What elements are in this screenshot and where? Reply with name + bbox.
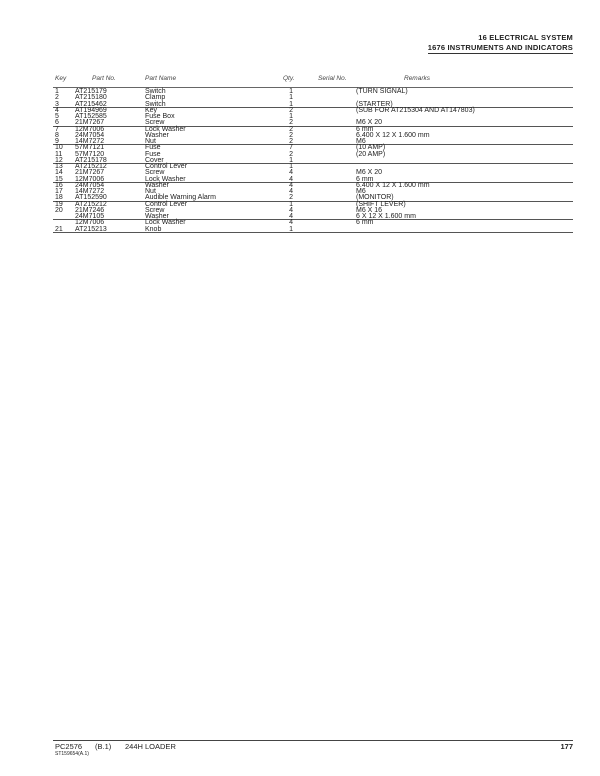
part-number-cell: AT194969 <box>75 106 107 114</box>
quantity-cell: 4 <box>289 175 293 183</box>
column-header-serial-no: Serial No. <box>318 75 347 82</box>
remarks-cell: (MONITOR) <box>356 194 394 202</box>
quantity-cell: 4 <box>289 213 293 220</box>
part-number-cell: AT215180 <box>75 94 107 102</box>
part-number-cell: AT215462 <box>75 100 107 108</box>
key-cell: 21 <box>55 225 63 233</box>
part-number-cell: AT152590 <box>75 194 107 202</box>
column-header-part-name: Part Name <box>145 75 177 82</box>
part-number-cell: 21M7267 <box>75 169 105 177</box>
part-name-cell: Lock Washer <box>145 175 186 183</box>
revision: (B.1) <box>95 742 112 751</box>
part-name-cell: Fuse Box <box>145 113 175 120</box>
quantity-cell: 2 <box>289 131 293 139</box>
part-number-cell: 12M7006 <box>75 125 105 133</box>
part-number-cell: AT215213 <box>75 225 107 233</box>
key-cell: 13 <box>55 163 63 170</box>
section-title: 16 ELECTRICAL SYSTEM <box>478 33 573 42</box>
part-name-cell: Screw <box>145 169 165 177</box>
page-number: 177 <box>560 742 573 751</box>
quantity-cell: 2 <box>289 194 293 202</box>
part-number-cell: 14M7272 <box>75 188 105 195</box>
remarks-cell: M6 X 20 <box>356 119 383 127</box>
remarks-cell: (SUB FOR AT215304 AND AT147803) <box>356 106 475 114</box>
remarks-cell: (SHIFT LEVER) <box>356 200 406 208</box>
key-cell: 12 <box>55 156 63 164</box>
part-number-cell: 24M7054 <box>75 131 105 139</box>
quantity-cell: 1 <box>289 225 293 233</box>
quantity-cell: 2 <box>289 119 293 127</box>
remarks-cell: (STARTER) <box>356 100 393 108</box>
table-row <box>53 227 573 233</box>
remarks-cell: (20 AMP) <box>356 150 386 158</box>
part-name-cell: Cover <box>145 156 164 164</box>
part-name-cell: Switch <box>145 88 166 95</box>
quantity-cell: 2 <box>289 106 293 114</box>
part-number-cell: 24M7054 <box>75 181 105 189</box>
quantity-cell: 1 <box>289 100 293 108</box>
key-cell: 4 <box>55 106 59 114</box>
quantity-cell: 1 <box>289 200 293 208</box>
quantity-cell: 4 <box>289 219 293 227</box>
quantity-cell: 1 <box>289 156 293 164</box>
header-divider <box>53 87 573 88</box>
column-header-key: Key <box>55 75 67 82</box>
part-name-cell: Control Lever <box>145 163 188 170</box>
part-name-cell: Key <box>145 106 158 114</box>
part-name-cell: Lock Washer <box>145 219 186 227</box>
key-cell: 19 <box>55 200 63 208</box>
footer-divider <box>53 740 573 741</box>
part-number-cell: 21M7267 <box>75 119 105 127</box>
quantity-cell: 2 <box>289 138 293 145</box>
subsection-title: 1676 INSTRUMENTS AND INDICATORS <box>427 43 573 52</box>
quantity-cell: 2 <box>289 125 293 133</box>
key-cell: 1 <box>55 88 59 95</box>
key-cell: 6 <box>55 119 59 127</box>
part-name-cell: Knob <box>145 225 162 233</box>
document-code: ST159654(A.1) <box>55 751 89 757</box>
key-cell: 20 <box>55 206 63 214</box>
quantity-cell: 4 <box>289 169 293 177</box>
column-header-qty: Qty. <box>283 75 295 82</box>
parts-table <box>53 89 573 233</box>
column-header-part-no: Part No. <box>92 75 116 82</box>
quantity-cell: 1 <box>289 113 293 120</box>
key-cell: 7 <box>55 125 59 133</box>
part-name-cell: Washer <box>145 213 169 220</box>
key-cell: 11 <box>55 150 63 158</box>
part-name-cell: Lock Washer <box>145 125 186 133</box>
key-cell: 15 <box>55 175 63 183</box>
part-number-cell: AT215212 <box>75 200 107 208</box>
remarks-cell: M6 <box>356 138 366 145</box>
part-number-cell: 57M7120 <box>75 150 105 158</box>
remarks-cell: 6 mm <box>356 125 374 133</box>
part-name-cell: Screw <box>145 206 165 214</box>
part-name-cell: Nut <box>145 188 156 195</box>
part-number-cell: 57M7121 <box>75 144 105 152</box>
quantity-cell: 1 <box>289 163 293 170</box>
model-name: 244H LOADER <box>125 742 176 751</box>
remarks-cell: 6.400 X 12 X 1.600 mm <box>356 181 430 189</box>
key-cell: 16 <box>55 181 63 189</box>
remarks-cell: M6 <box>356 188 366 195</box>
quantity-cell: 2 <box>289 150 293 158</box>
part-number-cell: 21M7246 <box>75 206 105 214</box>
part-number-cell: 14M7272 <box>75 138 105 145</box>
remarks-cell: M6 X 20 <box>356 169 383 177</box>
remarks-cell: 6 mm <box>356 219 374 227</box>
part-name-cell: Washer <box>145 181 169 189</box>
key-cell: 5 <box>55 113 59 120</box>
key-cell: 17 <box>55 188 63 195</box>
part-name-cell: Nut <box>145 138 156 145</box>
part-name-cell: Fuse <box>145 144 161 152</box>
remarks-cell: (TURN SIGNAL) <box>356 88 408 95</box>
part-number-cell: AT152585 <box>75 113 107 120</box>
remarks-cell: 6 X 12 X 1.600 mm <box>356 213 416 220</box>
remarks-cell: M6 X 16 <box>356 206 383 214</box>
quantity-cell: 7 <box>289 144 293 152</box>
part-name-cell: Control Lever <box>145 200 188 208</box>
column-header-remarks: Remarks <box>404 75 431 82</box>
quantity-cell: 4 <box>289 181 293 189</box>
quantity-cell: 1 <box>289 88 293 95</box>
part-number-cell: 12M7006 <box>75 175 105 183</box>
key-cell: 2 <box>55 94 59 102</box>
remarks-cell: 6.400 X 12 X 1.600 mm <box>356 131 430 139</box>
remarks-cell: (10 AMP) <box>356 144 386 152</box>
part-name-cell: Audible Warning Alarm <box>145 194 216 202</box>
key-cell: 9 <box>55 138 59 145</box>
part-number-cell: AT215179 <box>75 88 107 95</box>
part-name-cell: Washer <box>145 131 169 139</box>
catalog-number: PC2576 <box>55 742 83 751</box>
quantity-cell: 4 <box>289 206 293 214</box>
part-number-cell: 24M7105 <box>75 213 105 220</box>
quantity-cell: 1 <box>289 94 293 102</box>
key-cell: 14 <box>55 169 63 177</box>
part-name-cell: Fuse <box>145 150 161 158</box>
key-cell: 8 <box>55 131 59 139</box>
part-name-cell: Switch <box>145 100 166 108</box>
part-name-cell: Clamp <box>145 94 166 102</box>
key-cell: 10 <box>55 144 63 152</box>
part-number-cell: AT215212 <box>75 163 107 170</box>
key-cell: 18 <box>55 194 63 202</box>
key-cell: 3 <box>55 100 59 108</box>
quantity-cell: 4 <box>289 188 293 195</box>
part-number-cell: AT215178 <box>75 156 107 164</box>
remarks-cell: 6 mm <box>356 175 374 183</box>
part-name-cell: Screw <box>145 119 165 127</box>
part-number-cell: 12M7006 <box>75 219 105 227</box>
